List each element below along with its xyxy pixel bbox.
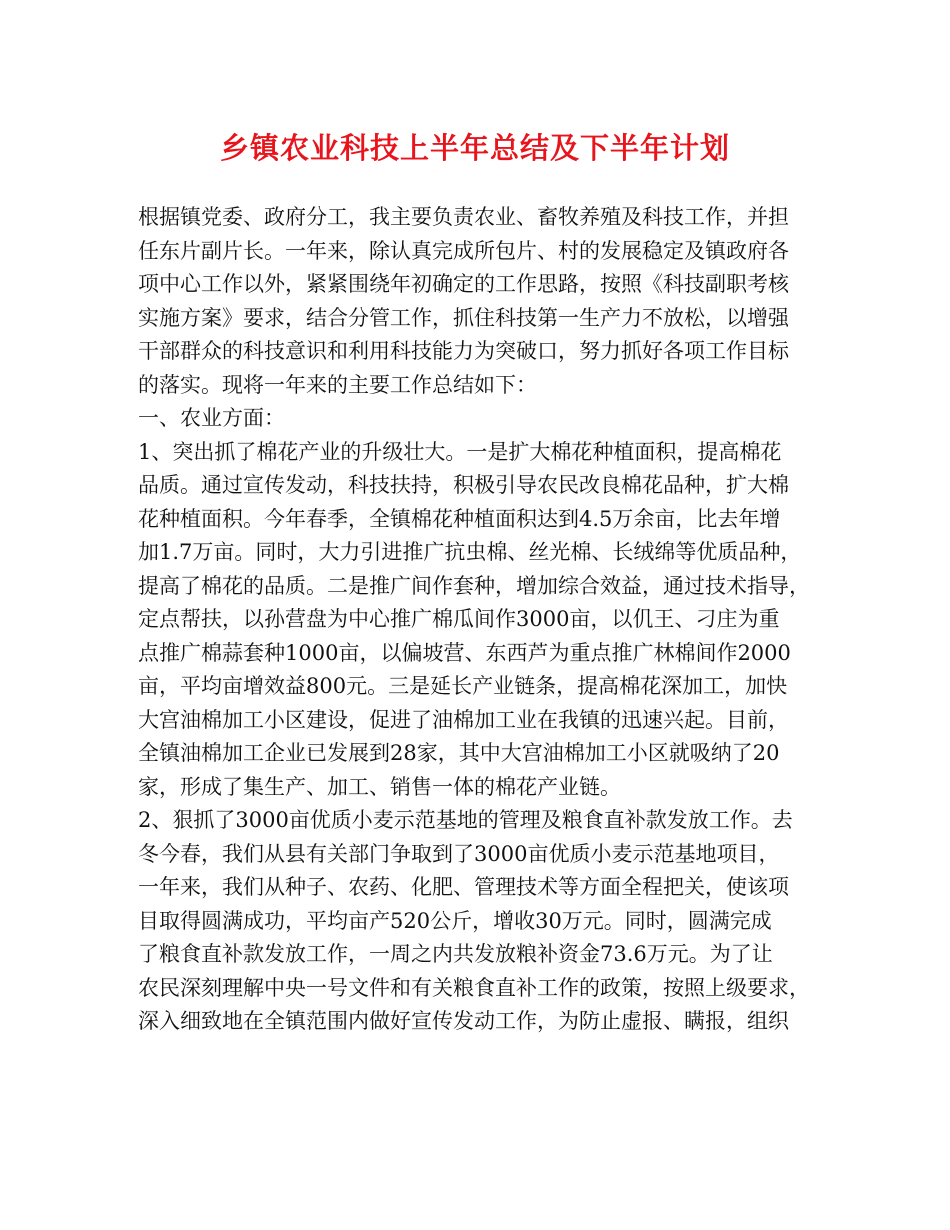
text-line: 亩，平均亩增效益800元。三是延长产业链条，提高棉花深加工，加快: [138, 674, 788, 698]
text-line: 目取得圆满成功，平均亩产520公斤，增收30万元。同时，圆满完成: [138, 908, 772, 933]
text-line: 2、狠抓了3000亩优质小麦示范基地的管理及粮食直补款发放工作。去: [138, 808, 793, 832]
text-line: 家，形成了集生产、加工、销售一体的棉花产业链。: [138, 774, 621, 799]
text-line: 全镇油棉加工企业已发展到28家，其中大宫油棉加工小区就吸纳了20: [138, 741, 780, 765]
text-line: 深入细致地在全镇范围内做好宣传发动工作，为防止虚报、瞒报，组织: [138, 1009, 789, 1033]
text-line: 干部群众的科技意识和利用科技能力为突破口，努力抓好各项工作目标: [138, 339, 789, 363]
text-line: 一年来，我们从种子、农药、化肥、管理技术等方面全程把关，使该项: [138, 875, 789, 899]
text-line: 实施方案》要求，结合分管工作，抓住科技第一生产力不放松，以增强: [138, 305, 789, 330]
text-line: 冬今春，我们从县有关部门争取到了3000亩优质小麦示范基地项目，: [138, 841, 780, 866]
section-heading: 一、农业方面：: [138, 406, 285, 430]
text-line: 任东片副片长。一年来，除认真完成所包片、村的发展稳定及镇政府各: [138, 238, 789, 263]
text-line: 品质。通过宣传发动，科技扶持，积极引导农民改良棉花品种，扩大棉: [138, 473, 789, 497]
text-line: 大宫油棉加工小区建设，促进了油棉加工业在我镇的迅速兴起。目前，: [138, 707, 789, 732]
text-line: 农民深刻理解中央一号文件和有关粮食直补工作的政策，按照上级要求，: [138, 975, 810, 1000]
text-line: 的落实。现将一年来的主要工作总结如下：: [138, 372, 537, 397]
text-line: 提高了棉花的品质。二是推广间作套种，增加综合效益，通过技术指导，: [138, 573, 810, 598]
text-line: 根据镇党委、政府分工，我主要负责农业、畜牧养殖及科技工作，并担: [138, 205, 789, 229]
text-line: 花种植面积。今年春季，全镇棉花种植面积达到4.5万余亩，比去年增: [138, 506, 781, 531]
text-line: 了粮食直补款发放工作，一周之内共发放粮补资金73.6万元。为了让: [138, 942, 773, 966]
document-body: [138, 201, 828, 1039]
text-line: 项中心工作以外，紧紧围绕年初确定的工作思路，按照《科技副职考核: [138, 272, 789, 296]
text-line: 加1.7万亩。同时，大力引进推广抗虫棉、丝光棉、长绒绵等优质品种，: [138, 540, 802, 564]
text-line: 定点帮扶，以孙营盘为中心推广棉瓜间作3000亩，以仉王、刁庄为重: [138, 607, 780, 631]
text-line: 1、突出抓了棉花产业的升级壮大。一是扩大棉花种植面积，提高棉花: [138, 439, 782, 464]
text-line: 点推广棉蒜套种1000亩，以偏坡营、东西芦为重点推广林棉间作2000: [138, 640, 791, 665]
page-title: 乡镇农业科技上半年总结及下半年计划: [219, 131, 730, 165]
